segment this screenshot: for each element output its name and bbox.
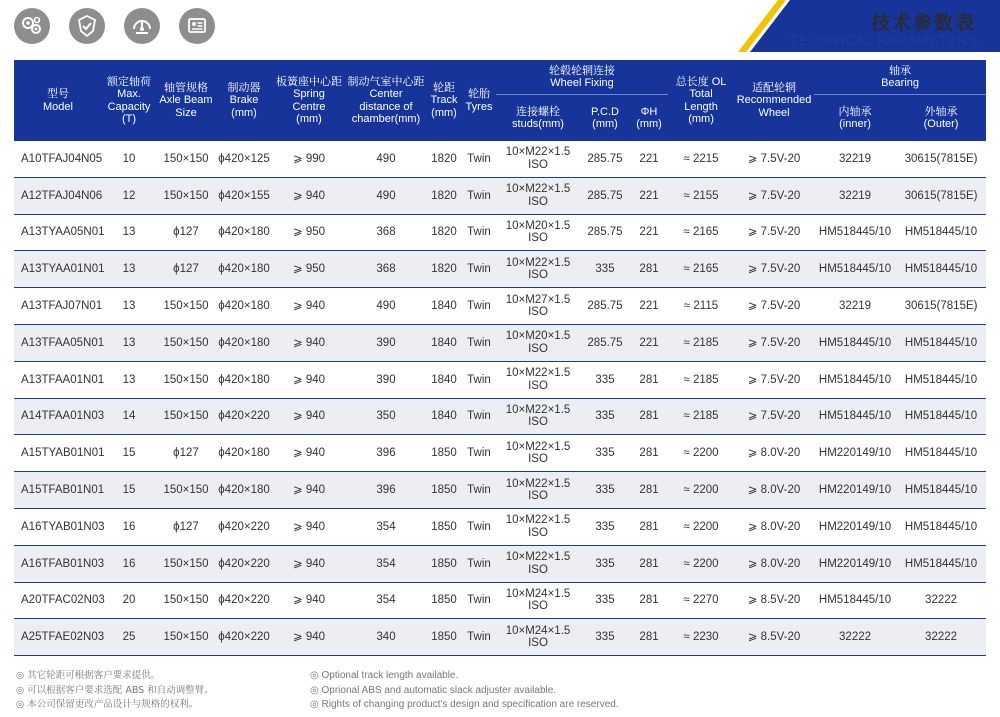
- cell-spring: ⩾ 940: [272, 177, 346, 214]
- cell-chamber: 390: [346, 324, 426, 361]
- cell-chamber: 368: [346, 251, 426, 288]
- table-row: [14, 324, 986, 361]
- cell-studs: 10×M20×1.5 ISO: [496, 324, 580, 361]
- cell-brake: ϕ420×220: [216, 619, 272, 656]
- cell-wheel: ⩾ 7.5V-20: [747, 152, 801, 165]
- cell-phih: 221: [639, 226, 659, 239]
- cell-spring: ⩾ 940: [292, 300, 326, 313]
- cell-length: ≈ 2185: [668, 324, 734, 361]
- page-title-cn: 技术参数表: [870, 12, 976, 34]
- cell-chamber: 340: [346, 619, 426, 656]
- header-axle-beam: 轴管规格 Axle Beam Size: [156, 60, 216, 141]
- header-studs: 连接螺栓 studs(mm): [496, 95, 580, 142]
- cell-phih: 281: [630, 545, 668, 582]
- cell-tyres: Twin: [462, 177, 496, 214]
- cell-pcd: 335: [595, 594, 615, 607]
- cell-tyres: Twin: [467, 447, 491, 460]
- safety-shield-icon: [69, 8, 105, 44]
- cell-brake: ϕ420×220: [216, 398, 272, 435]
- cell-inner: HM220149/10: [818, 520, 892, 533]
- footnote-cn: ◎ 可以根据客户要求选配 ABS 和自动调整臂。: [16, 684, 214, 696]
- table-row: [14, 177, 986, 214]
- cell-outer: HM518445/10: [896, 545, 986, 582]
- cell-chamber: 396: [346, 472, 426, 509]
- cell-outer: HM518445/10: [896, 398, 986, 435]
- cell-inner: HM220149/10: [814, 545, 896, 582]
- cell-outer: HM518445/10: [896, 324, 986, 361]
- table-row: [14, 435, 986, 472]
- cell-chamber: 354: [376, 594, 396, 607]
- table-row: [14, 582, 986, 619]
- cell-brake: ϕ420×180: [216, 324, 272, 361]
- cell-tyres: Twin: [462, 619, 496, 656]
- cell-pcd: 285.75: [587, 152, 623, 165]
- header-bearing: 轴承 Bearing: [814, 60, 986, 95]
- cell-model: A13TFAA05N01: [14, 324, 102, 361]
- cell-beam: 150×150: [156, 324, 216, 361]
- cell-wheel: ⩾ 7.5V-20: [747, 373, 801, 386]
- cell-tyres: Twin: [467, 520, 491, 533]
- cell-tyres: Twin: [462, 251, 496, 288]
- cell-pcd: 285.75: [580, 324, 630, 361]
- cell-phih: 221: [639, 152, 659, 165]
- cell-capacity: 13: [102, 324, 156, 361]
- cell-wheel: ⩾ 7.5V-20: [734, 398, 814, 435]
- cell-wheel: ⩾ 8.5V-20: [747, 594, 801, 607]
- cell-chamber: 396: [376, 447, 396, 460]
- cell-phih: 281: [630, 398, 668, 435]
- header-brake: 制动器 Brake (mm): [216, 60, 272, 141]
- cell-model: A13TYAA05N01: [21, 226, 105, 239]
- certificate-card-icon: [179, 8, 215, 44]
- footnotes-en: [310, 669, 619, 713]
- cell-brake: ϕ420×220: [218, 594, 270, 607]
- cell-outer: HM518445/10: [896, 251, 986, 288]
- cell-spring: ⩾ 940: [292, 373, 326, 386]
- cell-beam: 150×150: [163, 594, 209, 607]
- cell-tyres: Twin: [467, 152, 491, 165]
- cell-phih: 281: [630, 472, 668, 509]
- cell-length: ≈ 2165: [668, 251, 734, 288]
- cell-model: A13TYAA01N01: [14, 251, 102, 288]
- cell-wheel: ⩾ 7.5V-20: [734, 324, 814, 361]
- table-row: [14, 619, 986, 656]
- cell-phih: 281: [639, 373, 659, 386]
- cell-pcd: 335: [580, 545, 630, 582]
- footnote-en: ◎ Oprional ABS and automatic slack adjuster available.: [310, 684, 557, 696]
- cell-phih: 281: [639, 447, 659, 460]
- feature-icons: [14, 8, 215, 44]
- cell-model: A15TYAB01N01: [21, 447, 105, 460]
- cell-model: A14TFAA01N03: [14, 398, 102, 435]
- cell-phih: 281: [639, 594, 659, 607]
- cell-spring: ⩾ 990: [292, 152, 326, 165]
- cell-studs: 10×M22×1.5 ISO: [505, 367, 571, 392]
- cell-chamber: 390: [376, 373, 396, 386]
- cell-spring: ⩾ 940: [272, 398, 346, 435]
- header-wheel-fixing: 轮毂轮辋连接 Wheel Fixing: [496, 60, 668, 95]
- cell-outer: 32222: [925, 594, 958, 607]
- cell-spring: ⩾ 940: [272, 619, 346, 656]
- cell-outer: HM518445/10: [896, 472, 986, 509]
- cell-model: A16TFAB01N03: [14, 545, 102, 582]
- header-capacity: 额定轴荷 Max. Capacity (T): [102, 60, 156, 141]
- cell-pcd: 285.75: [587, 226, 623, 239]
- cell-studs: 10×M22×1.5 ISO: [496, 398, 580, 435]
- cell-studs: 10×M20×1.5 ISO: [505, 219, 571, 245]
- cell-inner: HM518445/10: [814, 324, 896, 361]
- cell-studs: 10×M24×1.5 ISO: [505, 587, 571, 613]
- cell-chamber: 490: [376, 152, 396, 165]
- cell-outer: HM518445/10: [904, 447, 978, 460]
- cell-tyres: Twin: [467, 226, 491, 239]
- cell-tyres: Twin: [462, 324, 496, 361]
- cell-tyres: Twin: [467, 594, 491, 607]
- cell-brake: ϕ420×180: [218, 373, 270, 386]
- cell-outer: 30615(7815E): [896, 177, 986, 214]
- cell-brake: ϕ420×180: [218, 300, 270, 313]
- cell-capacity: 14: [102, 398, 156, 435]
- cell-beam: 150×150: [156, 619, 216, 656]
- header-phih: ΦH (mm): [630, 95, 668, 142]
- cell-length: ≈ 2230: [668, 619, 734, 656]
- cell-capacity: 13: [122, 373, 136, 386]
- cell-length: ≈ 2200: [683, 447, 719, 460]
- cell-spring: ⩾ 940: [292, 447, 326, 460]
- header-inner-bearing: 内轴承 (inner): [814, 95, 896, 142]
- cell-brake: ϕ420×155: [216, 177, 272, 214]
- cell-brake: ϕ420×220: [216, 545, 272, 582]
- cell-inner: HM220149/10: [818, 447, 892, 460]
- cell-studs: 10×M22×1.5 ISO: [505, 440, 571, 466]
- cell-chamber: 354: [346, 545, 426, 582]
- cell-tyres: Twin: [467, 300, 491, 313]
- cell-phih: 221: [639, 300, 659, 313]
- cell-model: A13TFAJ07N01: [21, 300, 103, 313]
- cell-model: A10TFAJ04N05: [21, 152, 103, 165]
- cell-studs: 10×M22×1.5 ISO: [505, 514, 571, 539]
- cell-track: 1850: [426, 545, 462, 582]
- cell-brake: ϕ420×180: [216, 251, 272, 288]
- cell-length: ≈ 2185: [683, 373, 719, 386]
- cell-capacity: 16: [102, 545, 156, 582]
- cell-pcd: 285.75: [587, 300, 623, 313]
- cell-phih: 281: [639, 520, 659, 533]
- cell-track: 1840: [426, 398, 462, 435]
- cell-spring: ⩾ 940: [292, 520, 326, 533]
- cell-spring: ⩾ 950: [292, 226, 326, 239]
- cell-length: ≈ 2155: [668, 177, 734, 214]
- cell-studs: 10×M22×1.5 ISO: [496, 251, 580, 288]
- cell-capacity: 13: [122, 226, 136, 239]
- cell-track: 1840: [426, 324, 462, 361]
- cell-capacity: 15: [102, 472, 156, 509]
- cell-capacity: 20: [122, 594, 136, 607]
- cell-studs: 10×M22×1.5 ISO: [496, 177, 580, 214]
- header-tyres: 轮胎 Tyres: [462, 60, 496, 141]
- table-row: [14, 472, 986, 509]
- header-spring-centre: 板簧座中心距 Spring Centre (mm): [272, 60, 346, 141]
- header-recommended-wheel: 适配轮辋 Recommended Wheel: [734, 60, 814, 141]
- cell-inner: 32219: [814, 177, 896, 214]
- header-outer-bearing: 外轴承 (Outer): [896, 95, 986, 142]
- table-row: [14, 141, 986, 177]
- cell-pcd: 335: [595, 373, 615, 386]
- cell-chamber: 490: [376, 300, 396, 313]
- cell-track: 1850: [431, 447, 457, 460]
- cell-phih: 281: [630, 251, 668, 288]
- cell-capacity: 12: [102, 177, 156, 214]
- cell-outer: HM518445/10: [904, 373, 978, 386]
- cell-capacity: 16: [122, 520, 136, 533]
- cell-wheel: ⩾ 8.5V-20: [734, 619, 814, 656]
- cell-outer: HM518445/10: [904, 226, 978, 239]
- header-chamber-distance: 制动气室中心距 Center distance of chamber(mm): [346, 60, 426, 141]
- cell-phih: 281: [630, 619, 668, 656]
- table-row: [14, 288, 986, 325]
- cell-beam: 150×150: [163, 152, 209, 165]
- cell-beam: ϕ127: [173, 520, 199, 533]
- cell-spring: ⩾ 950: [272, 251, 346, 288]
- cell-track: 1820: [426, 177, 462, 214]
- cell-track: 1820: [431, 226, 457, 239]
- cell-inner: HM518445/10: [814, 251, 896, 288]
- cell-wheel: ⩾ 8.0V-20: [734, 545, 814, 582]
- page-title-en: TECHNICAL PARAMETERS: [789, 32, 978, 48]
- cell-tyres: Twin: [467, 373, 491, 386]
- cell-pcd: 335: [580, 472, 630, 509]
- cell-wheel: ⩾ 8.0V-20: [747, 447, 801, 460]
- cell-beam: 150×150: [156, 398, 216, 435]
- footnotes-cn: [16, 669, 214, 713]
- header-total-length: 总长度 OL Total Length (mm): [668, 60, 734, 141]
- cell-phih: 221: [630, 177, 668, 214]
- cell-model: A25TFAE02N03: [14, 619, 102, 656]
- cell-wheel: ⩾ 7.5V-20: [747, 300, 801, 313]
- table-row: [14, 508, 986, 545]
- cell-length: ≈ 2200: [683, 520, 719, 533]
- cell-capacity: 13: [122, 300, 136, 313]
- cell-capacity: 15: [122, 447, 136, 460]
- cell-brake: ϕ420×180: [218, 226, 270, 239]
- cell-pcd: 335: [580, 619, 630, 656]
- cell-studs: 10×M22×1.5 ISO: [496, 545, 580, 582]
- header-pcd: P.C.D (mm): [580, 95, 630, 142]
- cell-length: ≈ 2165: [683, 226, 719, 239]
- cell-model: A12TFAJ04N06: [14, 177, 102, 214]
- cell-studs: 10×M22×1.5 ISO: [496, 472, 580, 509]
- cell-brake: ϕ420×180: [218, 447, 270, 460]
- cell-beam: 150×150: [156, 177, 216, 214]
- cell-beam: 150×150: [163, 373, 209, 386]
- cell-inner: HM518445/10: [818, 226, 892, 239]
- cell-pcd: 285.75: [580, 177, 630, 214]
- table-row: [14, 545, 986, 582]
- footnote-cn: ◎ 本公司保留更改产品设计与规格的权利。: [16, 699, 199, 710]
- cell-outer: 32222: [896, 619, 986, 656]
- cell-inner: 32222: [814, 619, 896, 656]
- header-track: 轮距 Track (mm): [426, 60, 462, 141]
- cell-length: ≈ 2200: [668, 545, 734, 582]
- cell-track: 1820: [426, 251, 462, 288]
- cell-chamber: 350: [346, 398, 426, 435]
- cell-track: 1850: [431, 520, 457, 533]
- header-model: 型号 Model: [14, 60, 102, 141]
- gauge-icon: [124, 8, 160, 44]
- cell-inner: HM518445/10: [814, 398, 896, 435]
- cell-track: 1850: [431, 594, 457, 607]
- cell-spring: ⩾ 940: [292, 594, 326, 607]
- technical-parameters-table: [14, 60, 986, 656]
- cell-track: 1850: [426, 472, 462, 509]
- cell-inner: HM220149/10: [814, 472, 896, 509]
- cell-pcd: 335: [595, 447, 615, 460]
- cell-beam: ϕ127: [173, 226, 199, 239]
- cell-spring: ⩾ 940: [272, 324, 346, 361]
- footnote-en: ◎ Rights of changing product's design and specification are reserved.: [310, 699, 619, 710]
- cell-pcd: 335: [580, 398, 630, 435]
- cell-outer: 30615(7815E): [904, 300, 978, 313]
- cell-track: 1850: [426, 619, 462, 656]
- cell-model: A16TYAB01N03: [21, 520, 105, 533]
- cell-spring: ⩾ 940: [272, 545, 346, 582]
- cell-wheel: ⩾ 8.0V-20: [747, 520, 801, 533]
- cell-beam: 150×150: [163, 300, 209, 313]
- cell-wheel: ⩾ 7.5V-20: [747, 226, 801, 239]
- cell-beam: ϕ127: [173, 447, 199, 460]
- cell-tyres: Twin: [462, 398, 496, 435]
- cell-outer: 30615(7815E): [904, 152, 978, 165]
- cell-capacity: 13: [102, 251, 156, 288]
- cell-model: A13TFAA01N01: [21, 373, 105, 386]
- table-row: [14, 398, 986, 435]
- cell-length: ≈ 2185: [668, 398, 734, 435]
- cell-wheel: ⩾ 7.5V-20: [734, 177, 814, 214]
- cell-chamber: 354: [376, 520, 396, 533]
- cell-model: A15TFAB01N01: [14, 472, 102, 509]
- cell-studs: 10×M27×1.5 ISO: [505, 293, 571, 319]
- cell-beam: 150×150: [156, 545, 216, 582]
- cell-brake: ϕ420×180: [216, 472, 272, 509]
- cell-inner: 32219: [839, 152, 872, 165]
- cell-length: ≈ 2115: [683, 300, 719, 313]
- cell-inner: HM518445/10: [818, 594, 892, 607]
- cell-wheel: ⩾ 8.0V-20: [734, 472, 814, 509]
- footnote-cn: ◎ 其它轮距可根据客户要求提供。: [16, 670, 161, 681]
- cell-capacity: 10: [122, 152, 136, 165]
- table-body: [14, 141, 986, 656]
- footnote-en: ◎ Optional track length available.: [310, 670, 459, 681]
- cell-length: ≈ 2200: [668, 472, 734, 509]
- cell-length: ≈ 2270: [683, 594, 719, 607]
- gear-cluster-icon: [14, 8, 50, 44]
- cell-beam: ϕ127: [156, 251, 216, 288]
- cell-phih: 221: [630, 324, 668, 361]
- table-row: [14, 361, 986, 398]
- cell-track: 1840: [431, 300, 457, 313]
- cell-tyres: Twin: [462, 472, 496, 509]
- cell-chamber: 490: [346, 177, 426, 214]
- cell-beam: 150×150: [156, 472, 216, 509]
- cell-studs: 10×M24×1.5 ISO: [496, 619, 580, 656]
- cell-pcd: 335: [595, 520, 615, 533]
- cell-studs: 10×M22×1.5 ISO: [505, 146, 571, 171]
- cell-spring: ⩾ 940: [272, 472, 346, 509]
- cell-brake: ϕ420×125: [218, 152, 270, 165]
- cell-track: 1820: [431, 152, 457, 165]
- cell-chamber: 368: [376, 226, 396, 239]
- cell-model: A20TFAC02N03: [21, 594, 105, 607]
- cell-inner: 32219: [839, 300, 872, 313]
- cell-wheel: ⩾ 7.5V-20: [734, 251, 814, 288]
- table-row: [14, 251, 986, 288]
- cell-pcd: 335: [580, 251, 630, 288]
- cell-tyres: Twin: [462, 545, 496, 582]
- cell-inner: HM518445/10: [818, 373, 892, 386]
- table-row: [14, 214, 986, 251]
- cell-capacity: 25: [102, 619, 156, 656]
- cell-track: 1840: [431, 373, 457, 386]
- cell-brake: ϕ420×220: [218, 520, 270, 533]
- cell-length: ≈ 2215: [683, 152, 719, 165]
- cell-outer: HM518445/10: [904, 520, 978, 533]
